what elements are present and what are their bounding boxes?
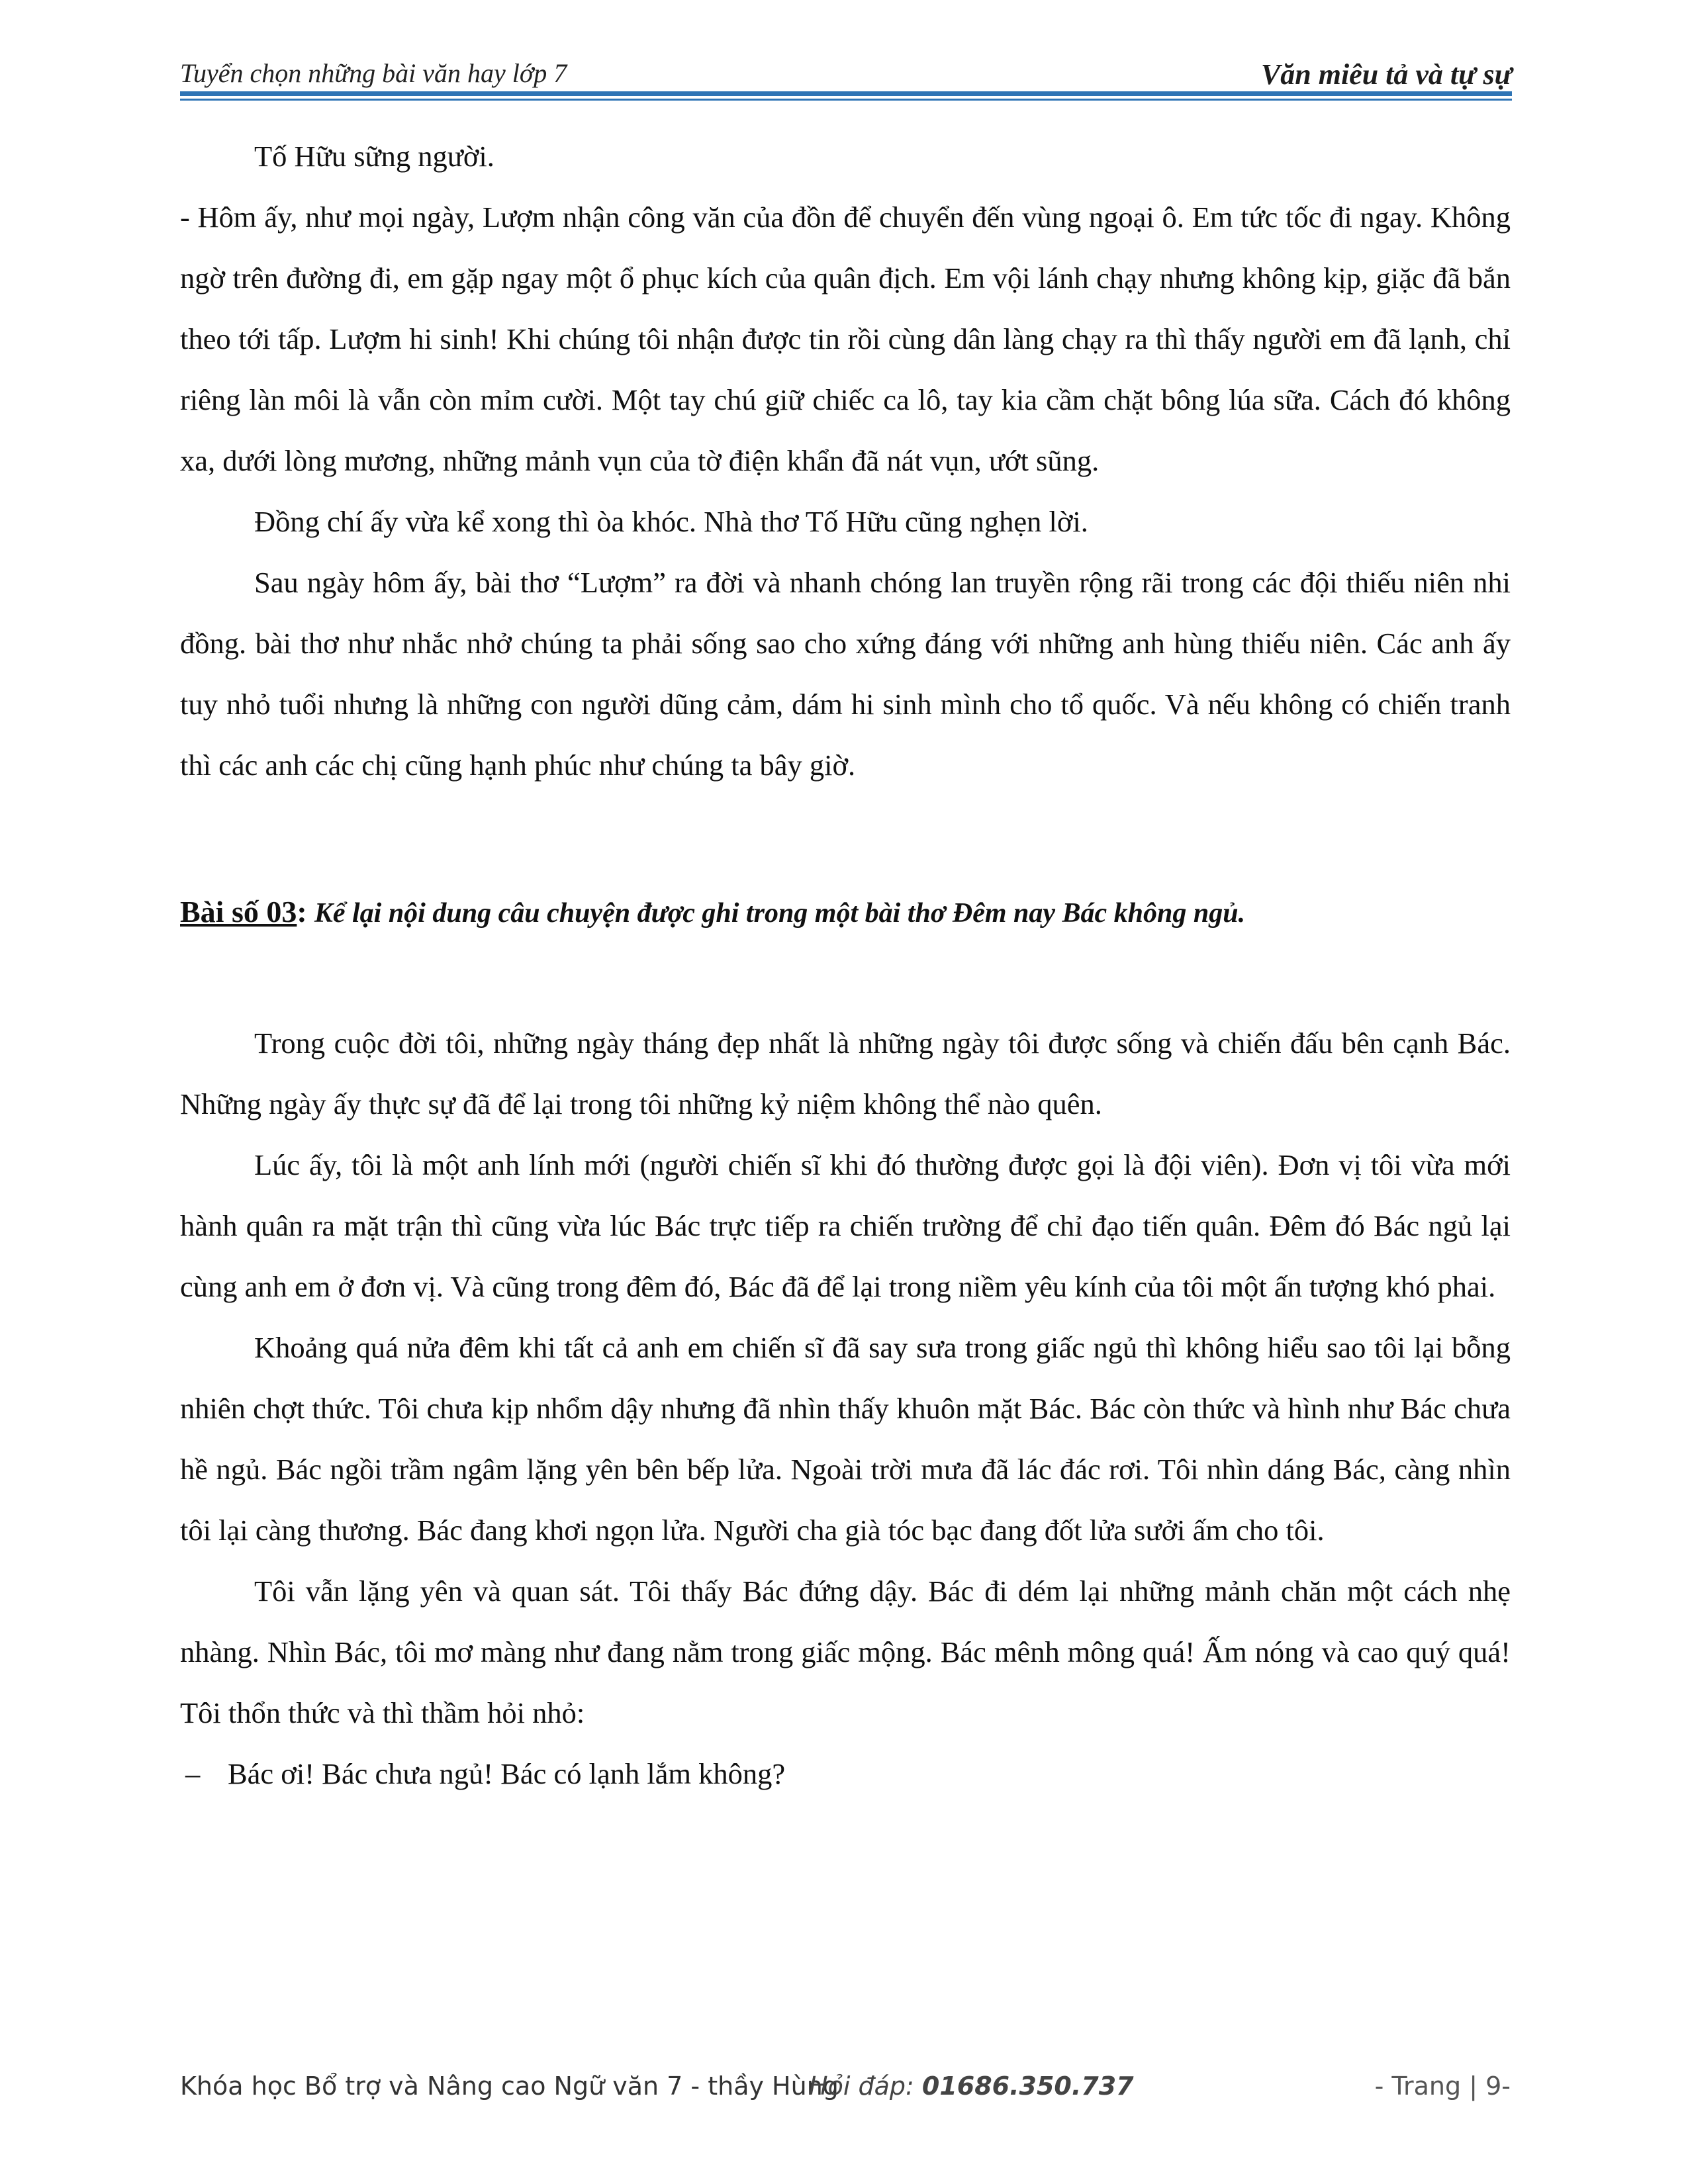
section-heading — [180, 882, 1511, 944]
page-header — [180, 48, 1512, 94]
header-section-title: Văn miêu tả và tự sự — [1260, 58, 1512, 91]
header-rule-thin — [180, 99, 1512, 101]
spacer — [180, 944, 1511, 1013]
header-rule-thick — [180, 91, 1512, 96]
header-book-title: Tuyển chọn những bài văn hay lớp 7 — [180, 58, 567, 88]
paragraph: Trong cuộc đời tôi, những ngày tháng đẹp nhất là những ngày tôi được sống và chiến đấu bên cạnh Bác. Những ngày ấy thực sự đã để lại trong tôi những kỷ niệm không thể nào quên. — [180, 1026, 1511, 1120]
paragraph: Tôi vẫn lặng yên và quan sát. Tôi thấy Bác đứng dậy. Bác đi dém lại những mảnh chăn một cách nhẹ nhàng. Nhìn Bác, tôi mơ màng như đang nằm trong giấc mộng. Bác mênh mông quá! Ấm nóng và cao quý quá! Tôi thổn thức và thì thầm hỏi nhỏ: — [180, 1574, 1511, 1729]
paragraph: - Hôm ấy, như mọi ngày, Lượm nhận công văn của đồn để chuyển đến vùng ngoại ô. Em tức tốc đi ngay. Không ngờ trên đường đi, em gặp ngay một ổ phục kích của quân địch. Em vội lánh chạy nhưng không kịp, giặc đã bắn theo tới tấp. Lượm hi sinh! Khi chúng tôi nhận được tin rồi cùng dân làng chạy ra thì thấy người em đã lạnh, chỉ riêng làn môi là vẫn còn mỉm cười. Một tay chú giữ chiếc ca lô, tay kia cầm chặt bông lúa sữa. Cách đó không xa, dưới lòng mương, những mảnh vụn của tờ điện khẩn đã nát vụn, ướt sũng. — [180, 201, 1511, 477]
footer-course: Khóa học Bổ trợ và Nâng cao Ngữ văn 7 - thầy Hùng — [180, 2071, 839, 2101]
footer-contact — [809, 2071, 1134, 2101]
dash-mark: – — [185, 1757, 201, 1790]
footer-contact-label: Hỏi đáp: — [809, 2071, 914, 2101]
dialogue-text: Bác ơi! Bác chưa ngủ! Bác có lạnh lắm không? — [228, 1757, 786, 1790]
dialogue-line — [180, 1743, 1511, 1804]
heading-title: Kể lại nội dung câu chuyện được ghi trong một bài thơ Đêm nay Bác không ngủ. — [314, 898, 1246, 929]
heading-number: Bài số 03 — [180, 895, 297, 929]
footer-page-number: - Trang | 9- — [1374, 2071, 1511, 2101]
paragraph: Lúc ấy, tôi là một anh lính mới (người chiến sĩ khi đó thường được gọi là đội viên). Đơn vị tôi vừa mới hành quân ra mặt trận thì cũng vừa lúc Bác trực tiếp ra chiến trường để chỉ đạo tiến quân. Đêm đó Bác ngủ lại cùng anh em ở đơn vị. Và cũng trong đêm đó, Bác đã để lại trong niềm yêu kính của tôi một ấn tượng khó phai. — [180, 1148, 1511, 1303]
paragraph: Đồng chí ấy vừa kể xong thì òa khóc. Nhà thơ Tố Hữu cũng nghẹn lời. — [254, 505, 1088, 538]
footer-phone: 01686.350.737 — [921, 2071, 1134, 2101]
page-footer — [180, 2071, 1511, 2105]
page-body — [180, 126, 1511, 1804]
paragraph: Tố Hữu sững người. — [254, 140, 494, 173]
spacer — [180, 796, 1511, 882]
paragraph: Sau ngày hôm ấy, bài thơ “Lượm” ra đời và nhanh chóng lan truyền rộng rãi trong các đội thiếu niên nhi đồng. bài thơ như nhắc nhở chúng ta phải sống sao cho xứng đáng với những anh hùng thiếu niên. Các anh ấy tuy nhỏ tuổi nhưng là những con người dũng cảm, dám hi sinh mình cho tổ quốc. Và nếu không có chiến tranh thì các anh các chị cũng hạnh phúc như chúng ta bây giờ. — [180, 566, 1511, 782]
heading-colon: : — [297, 895, 307, 929]
paragraph: Khoảng quá nửa đêm khi tất cả anh em chiến sĩ đã say sưa trong giấc ngủ thì không hiểu sao tôi lại bỗng nhiên chợt thức. Tôi chưa kịp nhổm dậy nhưng đã nhìn thấy khuôn mặt Bác. Bác còn thức và hình như Bác chưa hề ngủ. Bác ngồi trầm ngâm lặng yên bên bếp lửa. Ngoài trời mưa đã lác đác rơi. Tôi nhìn dáng Bác, càng nhìn tôi lại càng thương. Bác đang khơi ngọn lửa. Người cha già tóc bạc đang đốt lửa sưởi ấm cho tôi. — [180, 1331, 1511, 1547]
